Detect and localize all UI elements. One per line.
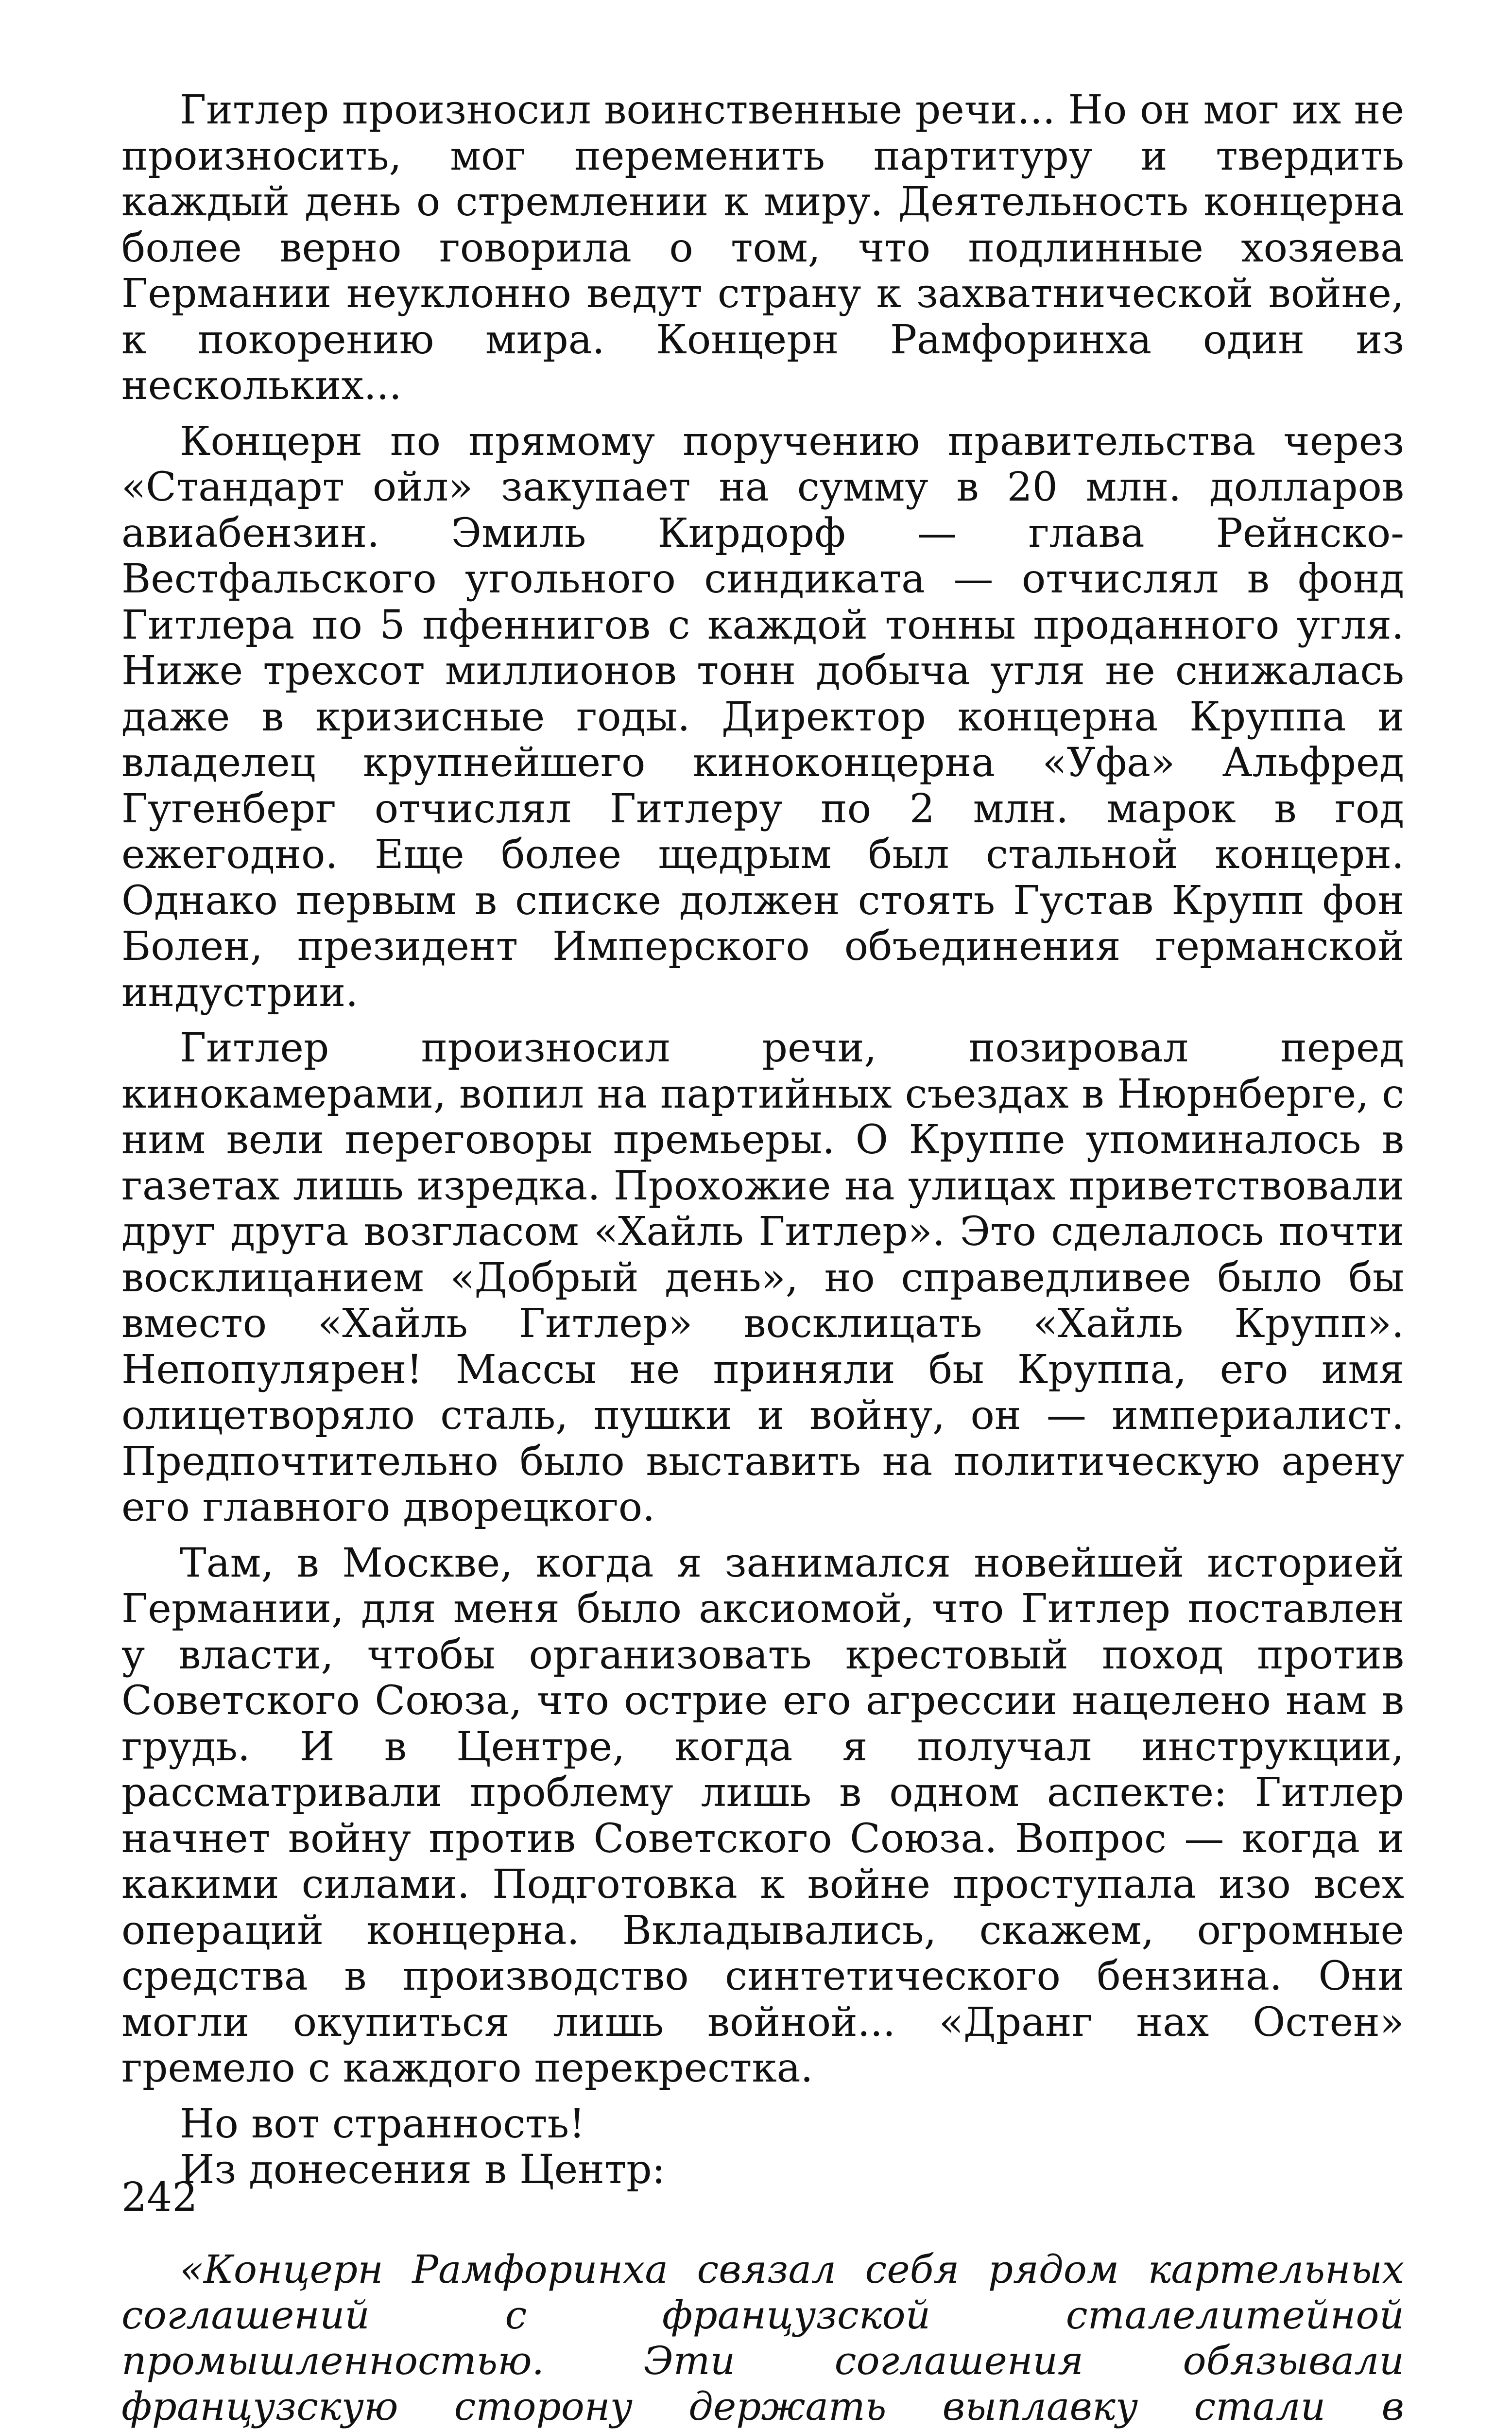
- paragraph-5: Но вот странность!: [121, 2101, 1404, 2148]
- quote-paragraph-1: «Концерн Рамфоринха связал себя рядом картельных соглашений с французской сталелитейной промышленностью. Эти соглашения обязывали французскую сторону держать выплавку стали в: [121, 2247, 1404, 2430]
- paragraph-1: Гитлер произносил воинственные речи... Но он мог их не произносить, мог переменить партитуру и твердить каждый день о стремлении к миру. Деятельность концерна более верно говорила о том, что подлинные хозяева Германии неуклонно ведут страну к захватнической войне, к покорению мира. Концерн Рамфоринха один из нескольких...: [121, 87, 1404, 409]
- paragraph-gap: [121, 409, 1404, 419]
- paragraph-4: Там, в Москве, когда я занимался новейшей историей Германии, для меня было аксиомой, что Гитлер поставлен у власти, чтобы организовать крестовый поход против Советского Союза, что острие его агрессии нацелено нам в грудь. И в Центре, когда я получал инструкции, рассматривали проблему лишь в одном аспекте: Гитлер начнет войну против Советского Союза. Вопрос — когда и какими силами. Подготовка к войне проступала изо всех операций концерна. Вкладывались, скажем, огромные средства в производство синтетического бензина. Они могли окупиться лишь войной... «Дранг нах Остен» гремело с каждого перекрестка.: [121, 1541, 1404, 2092]
- paragraph-3: Гитлер произносил речи, позировал перед кинокамерами, вопил на партийных съездах в Нюрнберге, с ним вели переговоры премьеры. О Круппе упоминалось в газетах лишь изредка. Прохожие на улицах приветствовали друг друга возгласом «Хайль Гитлер». Это сделалось почти восклицанием «Добрый день», но справедливее было бы вместо «Хайль Гитлер» восклицать «Хайль Крупп». Непопулярен! Массы не приняли бы Круппа, его имя олицетворяло сталь, пушки и войну, он — империалист. Предпочтительно было выставить на политическую арену его главного дворецкого.: [121, 1025, 1404, 1531]
- page-number: 242: [121, 2175, 198, 2221]
- paragraph-6: Из донесения в Центр:: [121, 2147, 1404, 2193]
- paragraph-gap: [121, 1531, 1404, 1541]
- paragraph-2: Концерн по прямому поручению правительства через «Стандарт ойл» закупает на сумму в 20 млн. долларов авиабензин. Эмиль Кирдорф — глава Рейнско-Вестфальского угольного синдиката — отчислял в фонд Гитлера по 5 пфеннигов с каждой тонны проданного угля. Ниже трехсот миллионов тонн добыча угля не снижалась даже в кризисные годы. Директор концерна Круппа и владелец крупнейшего киноконцерна «Уфа» Альфред Гугенберг отчислял Гитлеру по 2 млн. марок в год ежегодно. Еще более щедрым был стальной концерн. Однако первым в списке должен стоять Густав Крупп фон Болен, президент Имперского объединения германской индустрии.: [121, 419, 1404, 1016]
- paragraph-gap: [121, 2092, 1404, 2101]
- page-body: [121, 87, 1404, 2430]
- paragraph-gap: [121, 1016, 1404, 1025]
- quote-gap: [121, 2193, 1404, 2247]
